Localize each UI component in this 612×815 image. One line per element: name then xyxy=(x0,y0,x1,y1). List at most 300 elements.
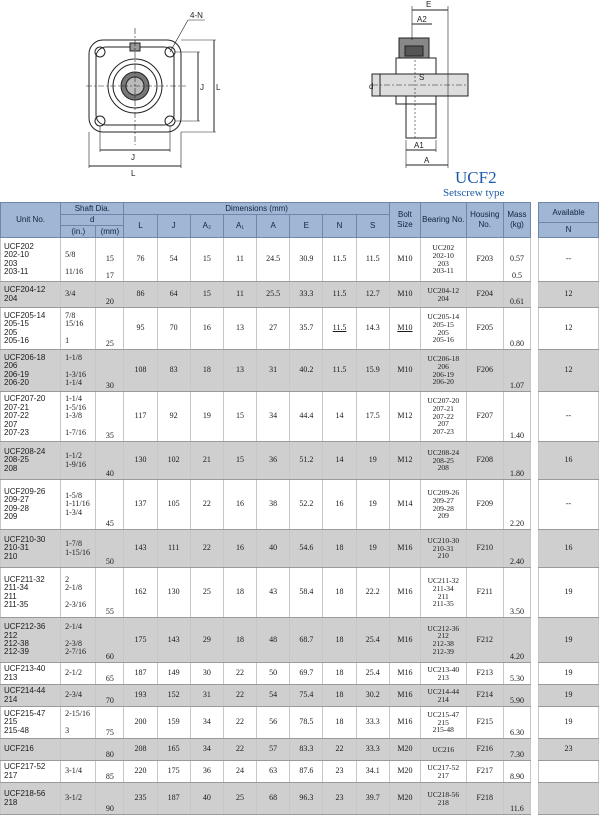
cell-bolt: M10 xyxy=(389,308,420,350)
cell-a: 40 xyxy=(257,530,290,568)
table-row xyxy=(1,685,531,707)
cell-mass: 4.20 xyxy=(503,618,530,663)
cell-shaft-inch: 5/8 11/16 xyxy=(61,238,96,282)
cell-j: 175 xyxy=(157,761,190,783)
drawing-label-4n: 4-N xyxy=(190,11,203,20)
cell-j: 83 xyxy=(157,350,190,392)
cell-housing-no: F205 xyxy=(466,308,503,350)
cell-shaft-inch: 1-1/2 1-9/16 xyxy=(61,442,96,480)
cell-mass: 2.20 xyxy=(503,480,530,530)
cell-j: 102 xyxy=(157,442,190,480)
cell-housing-no: F213 xyxy=(466,663,503,685)
cell-bolt: M20 xyxy=(389,761,420,783)
cell-unit-no: UCF217-52 217 xyxy=(1,761,61,783)
cell-unit-no: UCF213-40 213 xyxy=(1,663,61,685)
cell-n: 11.5 xyxy=(323,308,356,350)
header-housing: Housing No. xyxy=(466,203,503,238)
svg-text:L: L xyxy=(216,83,221,92)
header-d: d xyxy=(61,215,124,226)
svg-text:J: J xyxy=(131,153,135,162)
svg-text:A: A xyxy=(424,156,430,165)
cell-n: 18 xyxy=(323,685,356,707)
cell-mass: 11.6 xyxy=(503,783,530,815)
cell-n: 18 xyxy=(323,618,356,663)
cell-unit-no: UCF214-44 214 xyxy=(1,685,61,707)
cell-a2: 30 xyxy=(190,663,223,685)
table-row xyxy=(1,238,531,282)
cell-shaft-mm: 70 xyxy=(96,685,124,707)
cell-a2: 29 xyxy=(190,618,223,663)
cell-bearing-no: UC207-20 207-21 207-22 207 207-23 xyxy=(420,392,466,442)
cell-bolt: M12 xyxy=(389,392,420,442)
table-row xyxy=(539,618,599,663)
table-row xyxy=(539,685,599,707)
table-row xyxy=(1,442,531,480)
cell-shaft-inch: 3/4 xyxy=(61,282,96,308)
cell-a2: 19 xyxy=(190,392,223,442)
cell-n: 16 xyxy=(323,480,356,530)
cell-shaft-mm: 45 xyxy=(96,480,124,530)
cell-l: 208 xyxy=(124,739,157,761)
cell-a1: 22 xyxy=(223,663,256,685)
cell-a2: 22 xyxy=(190,530,223,568)
cell-l: 130 xyxy=(124,442,157,480)
cell-e: 35.7 xyxy=(290,308,323,350)
cell-e: 33.3 xyxy=(290,282,323,308)
cell-housing-no: F216 xyxy=(466,739,503,761)
cell-e: 78.5 xyxy=(290,707,323,739)
cell-shaft-inch: 3-1/4 xyxy=(61,761,96,783)
cell-housing-no: F218 xyxy=(466,783,503,815)
table-row xyxy=(539,238,599,282)
cell-shaft-inch: 1-5/8 1-11/16 1-3/4 xyxy=(61,480,96,530)
cell-l: 108 xyxy=(124,350,157,392)
cell-bearing-no: UC209-26 209-27 209-28 209 xyxy=(420,480,466,530)
cell-j: 92 xyxy=(157,392,190,442)
cell-e: 44.4 xyxy=(290,392,323,442)
cell-unit-no: UCF218-56 218 xyxy=(1,783,61,815)
cell-a: 50 xyxy=(257,663,290,685)
cell-unit-no: UCF202 202-10 203 203-11 xyxy=(1,238,61,282)
cell-unit-no: UCF207-20 207-21 207-22 207 207-23 xyxy=(1,392,61,442)
cell-l: 193 xyxy=(124,685,157,707)
cell-shaft-mm: 65 xyxy=(96,663,124,685)
cell-j: 165 xyxy=(157,739,190,761)
cell-available-n: 23 xyxy=(539,739,599,761)
cell-bearing-no: UC210-30 210-31 210 xyxy=(420,530,466,568)
cell-available-n xyxy=(539,783,599,815)
cell-e: 54.6 xyxy=(290,530,323,568)
cell-shaft-inch: 1-1/8 1-3/16 1-1/4 xyxy=(61,350,96,392)
cell-s: 19 xyxy=(356,530,389,568)
header-bearing: Bearing No. xyxy=(420,203,466,238)
cell-shaft-inch: 3-1/2 xyxy=(61,783,96,815)
cell-n: 18 xyxy=(323,663,356,685)
cell-bolt: M12 xyxy=(389,442,420,480)
cell-a: 43 xyxy=(257,568,290,618)
cell-housing-no: F212 xyxy=(466,618,503,663)
cell-shaft-mm: 15 17 xyxy=(96,238,124,282)
cell-mass: 0.80 xyxy=(503,308,530,350)
cell-a2: 34 xyxy=(190,707,223,739)
cell-a1: 24 xyxy=(223,761,256,783)
cell-a2: 18 xyxy=(190,350,223,392)
cell-a: 56 xyxy=(257,707,290,739)
cell-j: 152 xyxy=(157,685,190,707)
header-unit: Unit No. xyxy=(1,203,61,238)
cell-a: 48 xyxy=(257,618,290,663)
cell-shaft-mm: 40 xyxy=(96,442,124,480)
cell-available-n: 19 xyxy=(539,618,599,663)
cell-bolt: M16 xyxy=(389,530,420,568)
cell-l: 187 xyxy=(124,663,157,685)
cell-shaft-mm: 75 xyxy=(96,707,124,739)
cell-bolt: M14 xyxy=(389,480,420,530)
cell-housing-no: F206 xyxy=(466,350,503,392)
cell-shaft-mm: 85 xyxy=(96,761,124,783)
table-row xyxy=(1,350,531,392)
cell-mass: 1.40 xyxy=(503,392,530,442)
cell-a2: 22 xyxy=(190,480,223,530)
cell-a1: 11 xyxy=(223,238,256,282)
header-bolt: Bolt Size xyxy=(389,203,420,238)
cell-a: 63 xyxy=(257,761,290,783)
cell-a: 54 xyxy=(257,685,290,707)
cell-e: 68.7 xyxy=(290,618,323,663)
cell-s: 14.3 xyxy=(356,308,389,350)
cell-shaft-mm: 20 xyxy=(96,282,124,308)
cell-l: 76 xyxy=(124,238,157,282)
cell-shaft-mm: 35 xyxy=(96,392,124,442)
cell-available-n: 19 xyxy=(539,685,599,707)
cell-j: 70 xyxy=(157,308,190,350)
cell-available-n: 12 xyxy=(539,282,599,308)
table-row xyxy=(539,568,599,618)
cell-bolt: M16 xyxy=(389,685,420,707)
table-row xyxy=(539,663,599,685)
cell-j: 187 xyxy=(157,783,190,815)
cell-available-n: 19 xyxy=(539,568,599,618)
cell-bolt: M10 xyxy=(389,238,420,282)
cell-bearing-no: UC205-14 205-15 205 205-16 xyxy=(420,308,466,350)
cell-mass: 0.57 0.5 xyxy=(503,238,530,282)
cell-l: 137 xyxy=(124,480,157,530)
cell-n: 14 xyxy=(323,442,356,480)
cell-l: 200 xyxy=(124,707,157,739)
cell-mass: 1.80 xyxy=(503,442,530,480)
header-A: A xyxy=(257,215,290,238)
header-shaft: Shaft Dia. xyxy=(61,203,124,215)
cell-a2: 15 xyxy=(190,282,223,308)
cell-s: 17.5 xyxy=(356,392,389,442)
cell-shaft-mm: 60 xyxy=(96,618,124,663)
svg-text:A2: A2 xyxy=(417,15,427,24)
table-row xyxy=(539,707,599,739)
cell-bolt: M10 xyxy=(389,350,420,392)
cell-mass: 2.40 xyxy=(503,530,530,568)
cell-bolt: M16 xyxy=(389,618,420,663)
cell-available-n: 16 xyxy=(539,442,599,480)
svg-text:S: S xyxy=(419,73,425,82)
cell-housing-no: F217 xyxy=(466,761,503,783)
cell-e: 75.4 xyxy=(290,685,323,707)
cell-a2: 36 xyxy=(190,761,223,783)
header-L: L xyxy=(124,215,157,238)
series-subtitle: Setscrew type xyxy=(443,187,505,199)
cell-unit-no: UCF206-18 206 206-19 206-20 xyxy=(1,350,61,392)
table-row xyxy=(539,350,599,392)
cell-s: 25.4 xyxy=(356,618,389,663)
svg-text:J: J xyxy=(200,83,204,92)
cell-n: 18 xyxy=(323,568,356,618)
cell-a: 31 xyxy=(257,350,290,392)
table-row xyxy=(539,392,599,442)
cell-s: 33.3 xyxy=(356,739,389,761)
cell-mass: 1.07 xyxy=(503,350,530,392)
cell-n: 11.5 xyxy=(323,282,356,308)
cell-s: 22.2 xyxy=(356,568,389,618)
cell-n: 23 xyxy=(323,783,356,815)
cell-shaft-inch: 2-15/16 3 xyxy=(61,707,96,739)
cell-n: 22 xyxy=(323,739,356,761)
cell-a2: 34 xyxy=(190,739,223,761)
table-row xyxy=(1,480,531,530)
cell-a: 27 xyxy=(257,308,290,350)
cell-n: 23 xyxy=(323,761,356,783)
cell-unit-no: UCF209-26 209-27 209-28 209 xyxy=(1,480,61,530)
table-row xyxy=(1,618,531,663)
cell-n: 11.5 xyxy=(323,350,356,392)
cell-e: 87.6 xyxy=(290,761,323,783)
header-E: E xyxy=(290,215,323,238)
cell-bearing-no: UC208-24 208-25 208 xyxy=(420,442,466,480)
cell-a1: 22 xyxy=(223,739,256,761)
table-row xyxy=(1,530,531,568)
cell-a1: 13 xyxy=(223,350,256,392)
table-row xyxy=(539,739,599,761)
cell-available-n xyxy=(539,761,599,783)
cell-bearing-no: UC211-32 211-34 211 211-35 xyxy=(420,568,466,618)
cell-l: 95 xyxy=(124,308,157,350)
table-row xyxy=(1,783,531,815)
cell-s: 34.1 xyxy=(356,761,389,783)
table-row xyxy=(539,480,599,530)
cell-j: 54 xyxy=(157,238,190,282)
header-inch: (in.) xyxy=(61,226,96,238)
cell-a1: 11 xyxy=(223,282,256,308)
cell-l: 162 xyxy=(124,568,157,618)
cell-a2: 40 xyxy=(190,783,223,815)
cell-a: 34 xyxy=(257,392,290,442)
cell-l: 86 xyxy=(124,282,157,308)
cell-shaft-inch: 1-1/4 1-5/16 1-3/8 1-7/16 xyxy=(61,392,96,442)
cell-l: 143 xyxy=(124,530,157,568)
cell-a2: 25 xyxy=(190,568,223,618)
cell-e: 58.4 xyxy=(290,568,323,618)
cell-a1: 15 xyxy=(223,442,256,480)
cell-a1: 18 xyxy=(223,568,256,618)
cell-a1: 16 xyxy=(223,530,256,568)
cell-shaft-inch: 1-7/8 1-15/16 xyxy=(61,530,96,568)
cell-mass: 6.30 xyxy=(503,707,530,739)
svg-text:A1: A1 xyxy=(414,141,424,150)
cell-bearing-no: UC218-56 218 xyxy=(420,783,466,815)
cell-n: 14 xyxy=(323,392,356,442)
cell-housing-no: F214 xyxy=(466,685,503,707)
cell-shaft-inch: 2-1/4 2-3/8 2-7/16 xyxy=(61,618,96,663)
cell-s: 39.7 xyxy=(356,783,389,815)
cell-unit-no: UCF210-30 210-31 210 xyxy=(1,530,61,568)
cell-unit-no: UCF216 xyxy=(1,739,61,761)
cell-bearing-no: UC206-18 206 206-19 206-20 xyxy=(420,350,466,392)
cell-housing-no: F207 xyxy=(466,392,503,442)
cell-a: 25.5 xyxy=(257,282,290,308)
cell-a1: 16 xyxy=(223,480,256,530)
cell-unit-no: UCF204-12 204 xyxy=(1,282,61,308)
cell-l: 117 xyxy=(124,392,157,442)
svg-text:d: d xyxy=(369,82,374,91)
cell-a2: 16 xyxy=(190,308,223,350)
table-row xyxy=(539,282,599,308)
cell-available-n: -- xyxy=(539,392,599,442)
cell-mass: 5.90 xyxy=(503,685,530,707)
cell-j: 111 xyxy=(157,530,190,568)
cell-available-n: 19 xyxy=(539,707,599,739)
cell-bearing-no: UC214-44 214 xyxy=(420,685,466,707)
table-row xyxy=(539,308,599,350)
cell-shaft-inch: 2-1/2 xyxy=(61,663,96,685)
cell-mass: 0.61 xyxy=(503,282,530,308)
cell-a1: 15 xyxy=(223,392,256,442)
table-row xyxy=(1,663,531,685)
cell-shaft-inch: 7/8 15/16 1 xyxy=(61,308,96,350)
svg-text:E: E xyxy=(426,0,432,9)
cell-a1: 25 xyxy=(223,783,256,815)
cell-unit-no: UCF208-24 208-25 208 xyxy=(1,442,61,480)
header-A1: A₁ xyxy=(223,215,256,238)
cell-l: 175 xyxy=(124,618,157,663)
cell-housing-no: F215 xyxy=(466,707,503,739)
cell-mass: 3.50 xyxy=(503,568,530,618)
cell-unit-no: UCF205-14 205-15 205 205-16 xyxy=(1,308,61,350)
cell-a: 57 xyxy=(257,739,290,761)
cell-bearing-no: UC202 202-10 203 203-11 xyxy=(420,238,466,282)
cell-j: 143 xyxy=(157,618,190,663)
cell-bolt: M16 xyxy=(389,663,420,685)
cell-a: 24.5 xyxy=(257,238,290,282)
cell-s: 33.3 xyxy=(356,707,389,739)
header-dimensions: Dimensions (mm) xyxy=(124,203,389,215)
cell-a2: 15 xyxy=(190,238,223,282)
cell-bearing-no: UC217-52 217 xyxy=(420,761,466,783)
cell-shaft-inch: 2-3/4 xyxy=(61,685,96,707)
table-row xyxy=(539,783,599,815)
table-row xyxy=(1,308,531,350)
table-row xyxy=(539,761,599,783)
cell-a1: 22 xyxy=(223,685,256,707)
cell-j: 130 xyxy=(157,568,190,618)
cell-bolt: M16 xyxy=(389,707,420,739)
cell-mass: 7.30 xyxy=(503,739,530,761)
cell-bolt: M10 xyxy=(389,282,420,308)
cell-shaft-mm: 80 xyxy=(96,739,124,761)
table-row xyxy=(1,392,531,442)
cell-shaft-mm: 50 xyxy=(96,530,124,568)
cell-n: 18 xyxy=(323,530,356,568)
cell-bolt: M20 xyxy=(389,783,420,815)
cell-n: 18 xyxy=(323,707,356,739)
header-mass: Mass (kg) xyxy=(503,203,530,238)
cell-a: 38 xyxy=(257,480,290,530)
cell-housing-no: F204 xyxy=(466,282,503,308)
table-row xyxy=(1,761,531,783)
cell-bearing-no: UC215-47 215 215-48 xyxy=(420,707,466,739)
cell-available-n: 16 xyxy=(539,530,599,568)
table-row xyxy=(539,530,599,568)
cell-e: 96.3 xyxy=(290,783,323,815)
table-row xyxy=(1,707,531,739)
cell-a2: 21 xyxy=(190,442,223,480)
svg-text:L: L xyxy=(131,169,136,178)
cell-l: 220 xyxy=(124,761,157,783)
header-S: S xyxy=(356,215,389,238)
cell-s: 11.5 xyxy=(356,238,389,282)
cell-e: 52.2 xyxy=(290,480,323,530)
cell-s: 12.7 xyxy=(356,282,389,308)
cell-j: 64 xyxy=(157,282,190,308)
cell-bearing-no: UC216 xyxy=(420,739,466,761)
cell-a2: 31 xyxy=(190,685,223,707)
cell-housing-no: F210 xyxy=(466,530,503,568)
cell-e: 69.7 xyxy=(290,663,323,685)
cell-s: 30.2 xyxy=(356,685,389,707)
cell-a1: 13 xyxy=(223,308,256,350)
header-mm: (mm) xyxy=(96,226,124,238)
cell-a: 68 xyxy=(257,783,290,815)
cell-s: 15.9 xyxy=(356,350,389,392)
header-available: Available xyxy=(539,203,599,223)
cell-a1: 22 xyxy=(223,707,256,739)
header-available-n: N xyxy=(539,223,599,238)
cell-j: 159 xyxy=(157,707,190,739)
cell-unit-no: UCF211-32 211-34 211 211-35 xyxy=(1,568,61,618)
table-row xyxy=(539,442,599,480)
cell-l: 235 xyxy=(124,783,157,815)
cell-n: 11.5 xyxy=(323,238,356,282)
cell-shaft-mm: 55 xyxy=(96,568,124,618)
cell-s: 19 xyxy=(356,442,389,480)
cell-mass: 5.30 xyxy=(503,663,530,685)
cell-bolt: M20 xyxy=(389,739,420,761)
cell-available-n: -- xyxy=(539,480,599,530)
available-table xyxy=(538,202,599,815)
cell-shaft-mm: 90 xyxy=(96,783,124,815)
cell-shaft-inch xyxy=(61,739,96,761)
cell-shaft-mm: 30 xyxy=(96,350,124,392)
cell-e: 40.2 xyxy=(290,350,323,392)
cell-e: 30.9 xyxy=(290,238,323,282)
cell-bearing-no: UC212-36 212 212-38 212-39 xyxy=(420,618,466,663)
technical-drawings xyxy=(0,0,612,200)
cell-bearing-no: UC204-12 204 xyxy=(420,282,466,308)
dimensions-table xyxy=(0,202,531,815)
table-row xyxy=(1,739,531,761)
cell-available-n: -- xyxy=(539,238,599,282)
cell-shaft-inch: 2 2-1/8 2-3/16 xyxy=(61,568,96,618)
cell-housing-no: F208 xyxy=(466,442,503,480)
cell-housing-no: F209 xyxy=(466,480,503,530)
front-view-drawing xyxy=(0,0,612,200)
